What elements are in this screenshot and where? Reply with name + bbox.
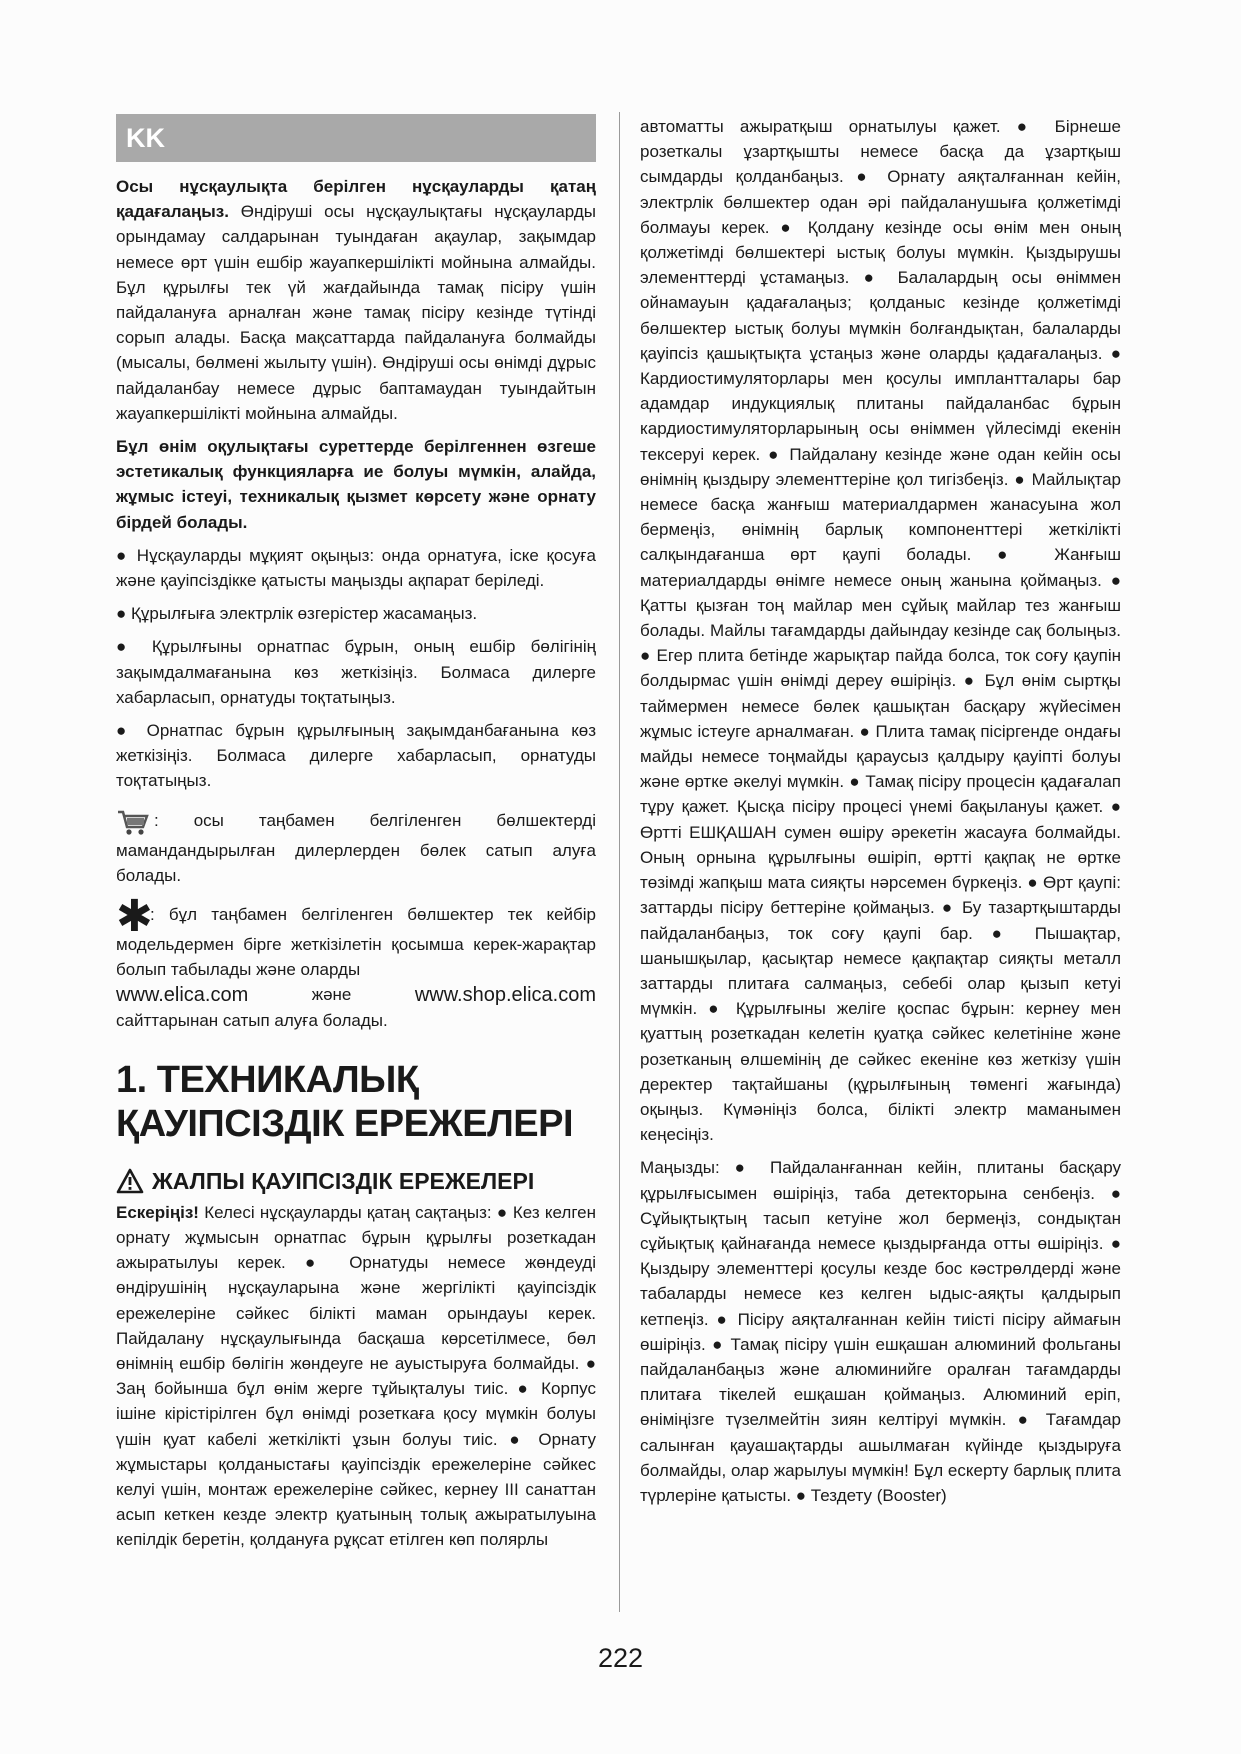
safety-paragraph: автоматты ажыратқыш орнатылуы қажет. ● Бірнеше розеткалы ұзартқышты немесе басқа да ұзартқыш сымдарды қолданбаңыз. ● Орнату аяқталғаннан кейін, электрлік бөлшектер одан әрі пайдаланушыға қолжетімді болмауы керек. ● Қолдану кезінде осы өнім мен оның қолжетімді бөлшектері ыстық болуы мүмкін. Қыздырушы элементтерді ұстамаңыз. ● Балалардың осы өніммен ойнамауын қадағалаңыз; қолданыс кезінде қолжетімді бөлшектер ыстық болуы мүмкін болғандықтан, балаларды қауіпсіз қашықтықта ұстаңыз және оларды қадағалаңыз. ● Кардиостимуляторлары мен қосулы имплантталары бар адамдар индукциялық плитаны пайдаланбас бұрын кардиостимуляторларының осы өніммен үйлесімді екенін тексеруі керек. ● Пайдалану кезінде және одан кейін осы өнімнің қыздыру элементтеріне қол тигізбеңіз. ● Майлықтар немесе басқа жанғыш материалдармен жанасуына жол бермеңіз, өнімнің барлық компоненттері жеткілікті салқындағанша өрт қаупі болады. ● Жанғыш материалдарды өнімге немесе оның жанына қоймаңыз. ● Қатты қызған тоң майлар мен сұйық майлар тез жанғыш болады. Майлы тағамдарды дайындау кезінде сақ болыңыз. ● Егер плита бетінде жарықтар пайда болса, ток соғу қаупін болдырмас үшін өнімді дереу өшіріңіз. ● Бұл өнім сыртқы таймермен немесе бөлек қашықтан басқару жүйесімен жұмыс істеуге арналмаған. ● Плита тамақ пісіргенде ондағы майды немесе тоңмайды қараусыз қалдыру қауіпті болуы және өртке әкелуі мүмкін. ● Тамақ пісіру процесін қадағалап тұру қажет. Қысқа пісіру процесі үнемі бақылануы қажет. ● Өртті ЕШҚАШАН сумен өшіру әрекетін жасауға болмайды. Оның орнына құрылғыны өшіріп, өртті қақпақ не өртке төзімді жапқыш мата сияқты нәрсемен бүркеңіз. ● Өрт қаупі: заттарды пісіру беттеріне қоймаңыз. ● Бу тазартқыштарды пайдаланбаңыз, ток соғу қаупі бар. ● Пышақтар, шанышқылар, қасықтар немесе қақпақтар сияқты металл заттарды плитаға салмаңыз, себебі олар қызып кетуі мүмкін. ● Құрылғыны желіге қоспас бұрын: кернеу мен қуаттың розеткадан келетін қуатқа сәйкес келетініне және розетканың өлшемінің де сәйкес екеніне көз жеткізу үшін деректер тақтайшаны (құрылғының төменгі жағында) оқыңыз. Күмәніңіз болса, білікті электр маманымен кеңесіңіз.	[640, 117, 1121, 1145]
warning-triangle-icon	[116, 1168, 144, 1194]
subsection-title-text: ЖАЛПЫ ҚАУІПСІЗДІК ЕРЕЖЕЛЕРІ	[152, 1167, 535, 1194]
subsection-title	[116, 1166, 596, 1196]
left-column	[116, 114, 596, 1553]
intro-text: Өндіруші осы нұсқаулықтағы нұсқауларды орындамау салдарынан туындаған ақаулар, зақымдар немесе өрт үшін ешбір жауапкершілікті мойнына алмайды. Бұл құрылғы тек үй жағдайында тамақ пісіру үшін пайдалануға арналған және тамақ пісіру кезінде түтінді сорып алады. Басқа мақсаттарда пайдалануға болмайды (мысалы, бөлмені жылыту үшін). Өндіруші осы өнімді дұрыс пайдаланбау немесе дұрыс баптамаудан туындайтын жауапкершілікті мойнына алмайды.	[116, 202, 596, 423]
product-note: Бұл өнім оқулықтағы суреттерде берілгеннен өзгеше эстетикалық функцияларға ие болуы мүмкін, алайда, жұмыс істеуі, техникалық қызмет көрсету және орнату бірдей болады.	[116, 437, 596, 532]
shopping-cart-icon	[116, 808, 150, 838]
right-column	[640, 114, 1121, 1508]
warning-label: Ескеріңіз!	[116, 1202, 199, 1222]
intro-bold-text: Осы нұсқаулықта берілген нұсқауларды қатаң қадағалаңыз.	[116, 177, 596, 222]
star-note-text: : бұл таңбамен белгіленген бөлшектер тек кейбір модельдермен бірге жеткізілетін қосымша керек-жарақтар болып табылады және оларды	[116, 905, 596, 980]
bullet-no-electrical-changes: ● Құрылғыға электрлік өзгерістер жасамаңыз.	[116, 604, 478, 624]
language-header-bar	[116, 114, 596, 162]
url-conjunction: және	[311, 985, 352, 1005]
shop-elica-url[interactable]: www.shop.elica.com	[414, 984, 596, 1007]
intro-paragraph	[116, 174, 596, 426]
star-note-end: сайттарынан сатып алуға болады.	[116, 1011, 388, 1031]
cart-note	[116, 808, 596, 888]
url-row	[116, 982, 596, 1008]
warning-text: Келесі нұсқауларды қатаң сақтаңыз: ● Кез келген орнату жұмысын орнатпас бұрын құрылғы розеткадан ажыратылуы керек. ● Орнатуды немесе жөндеуді өндірушінің нұсқауларына және жергілікті қауіпсіздік ережелеріне сәйкес білікті маман орындауы керек. Пайдалану нұсқаулығында басқаша көрсетілмесе, бөл өнімнің ешбір бөлігін жөндеуге не ауыстыруға болмайды. ● Заң бойынша бұл өнім жерге тұйықталуы тиіс. ● Корпус ішіне кірістірілген бұл өнімді розеткаға қосу мүмкін болуы үшін қуат кабелі жеткілікті ұзын болуы тиіс. ● Орнату жұмыстары қолданыстағы қауіпсіздік ережелеріне сәйкес келуі үшін, монтаж ережелеріне сәйкес, кернеу III санаттан асып кеткен кезде электр қуатының толық ажыратылуына кепілдік беретін, қолдануға рұқсат етілген көп полярлы	[116, 1202, 596, 1550]
cart-note-text: : осы таңбамен белгіленген бөлшектерді мамандандырылған дилерлерден бөлек сатып алуға болады.	[116, 810, 596, 885]
bullet-check-undamaged: ● Орнатпас бұрын құрылғының зақымданбағанына көз жеткізіңіз. Болмаса дилерге хабарласып, орнатуды тоқтатыңыз.	[116, 721, 596, 791]
page-number: 222	[597, 1643, 644, 1673]
language-code: KK	[126, 123, 165, 153]
bullet-check-damage: ● Құрылғыны орнатпас бұрын, оның ешбір бөлігінің зақымдалмағанына көз жеткізіңіз. Болмаса дилерге хабарласып, орнатуды тоқтатыңыз.	[116, 637, 596, 707]
elica-url[interactable]: www.elica.com	[116, 984, 249, 1007]
star-note	[116, 892, 596, 982]
important-paragraph: Маңызды: ● Пайдаланғаннан кейін, плитаны басқару құрылғысымен өшіріңіз, таба детекторына сенбеңіз. ● Сұйықтықтың тасып кетуіне жол бермеңіз, сондықтан сұйықтық қайнағанда немесе қыздырғанда отты өшіріңіз. ● Қыздыру элементтері қосулы кезде бос кәстрөлдерді және табаларды немесе кез келген ыдыс-аяқты қалдырып кетпеңіз. ● Пісіру аяқталғаннан кейін тиісті пісіру аймағын өшіріңіз. ● Тамақ пісіру үшін ешқашан алюминий фольганы пайдаланбаңыз және алюминийге оралған тағамдарды плитаға тікелей ешқашан қоймаңыз. Алюминий еріп, өніміңізге түзелмейтін зиян келтіруі мүмкін. ● Тағамдар салынған қауашақтарды ашылмаған күйінде қыздыруға болмайды, олар жарылуы мүмкін! Бұл ескерту барлық плита түрлеріне қатысты. ● Тездету (Booster)	[640, 1158, 1121, 1505]
column-divider	[619, 112, 620, 1612]
asterisk-icon: ✱	[116, 892, 153, 942]
bullet-read-instructions: ● Нұсқауларды мұқият оқыңыз: онда орнатуға, іске қосуға және қауіпсіздікке қатысты маңызды ақпарат беріледі.	[116, 545, 596, 591]
section-title: 1. ТЕХНИКАЛЫҚ ҚАУІПСІЗДІК ЕРЕЖЕЛЕРІ	[116, 1058, 574, 1145]
warning-paragraph	[116, 1200, 596, 1553]
